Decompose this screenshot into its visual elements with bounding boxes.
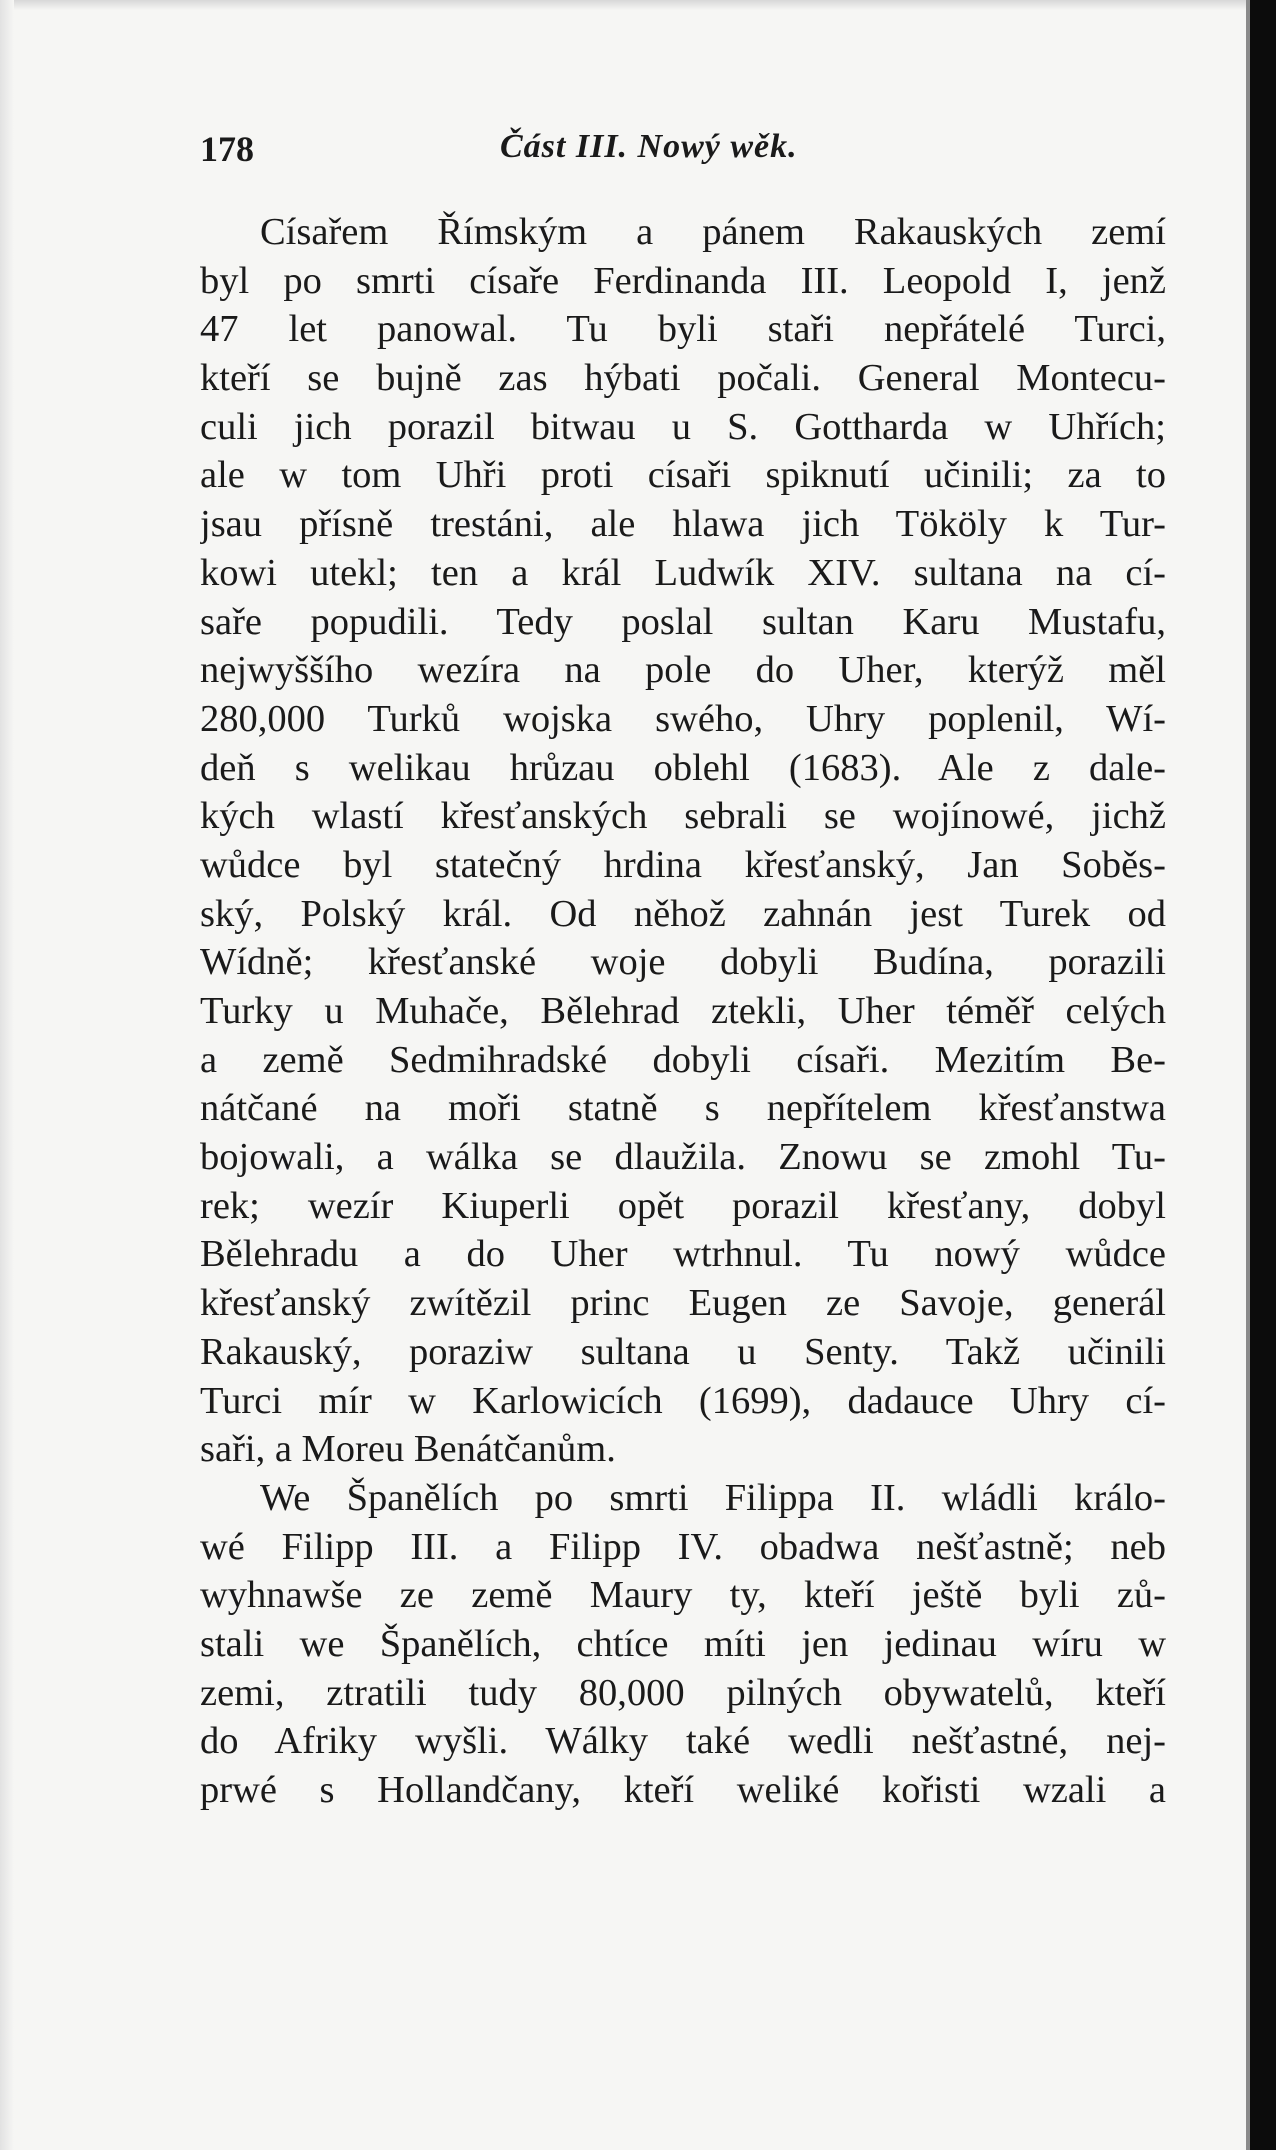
text-line: Císařem Římským a pánem Rakauských zemí	[260, 211, 1166, 253]
text-line: 280,000 Turků wojska swého, Uhry poplenil, Wí-	[200, 697, 1166, 740]
text-line: zemi, ztratili tudy 80,000 pilných obywatelů, kteří	[200, 1671, 1166, 1714]
text-line: stali we Španělích, chtíce míti jen jedinau wíru w	[200, 1622, 1166, 1665]
text-line: Turky u Muhače, Bělehrad ztekli, Uher téměř celých	[200, 990, 1166, 1032]
text-line: jsau přísně trestáni, ale hlawa jich Tököly k Tur-	[200, 503, 1166, 546]
text-line: byl po smrti císaře Ferdinanda III. Leopold I, jenž	[200, 259, 1166, 302]
text-line: Turci mír w Karlowicích (1699), dadauce Uhry cí-	[200, 1379, 1166, 1422]
page-number: 178	[200, 129, 254, 169]
text-line: nejwyššího wezíra na pole do Uher, kterýž měl	[200, 649, 1166, 692]
text-line: wé Filipp III. a Filipp IV. obadwa nešťastně; neb	[200, 1525, 1166, 1568]
text-line: culi jich porazil bitwau u S. Gottharda w Uhřích;	[200, 405, 1166, 448]
text-line: Wídně; křesťanské woje dobyli Budína, porazili	[200, 941, 1166, 984]
page-header	[200, 128, 1160, 178]
text-line: Rakauský, poraziw sultana u Senty. Takž učinili	[200, 1330, 1166, 1373]
text-line: a země Sedmihradské dobyli císaři. Mezitím Be-	[200, 1038, 1166, 1081]
text-line: křesťanský zwítězil princ Eugen ze Savoje, generál	[200, 1282, 1166, 1325]
running-head: Část III. Nowý wěk.	[500, 128, 798, 165]
text-line: Bělehradu a do Uher wtrhnul. Tu nowý wůdce	[200, 1233, 1166, 1276]
text-line: prwé s Hollandčany, kteří weliké kořisti wzali a	[200, 1769, 1166, 1811]
body-text	[200, 208, 1166, 1815]
text-line: kých wlastí křesťanských sebrali se wojínowé, jichž	[200, 795, 1166, 838]
text-line: We Španělích po smrti Filippa II. wládli králo-	[260, 1476, 1166, 1519]
scan-right-edge	[1250, 0, 1276, 2150]
text-line: wůdce byl statečný hrdina křesťanský, Jan Soběs-	[200, 843, 1166, 886]
text-line: 47 let panowal. Tu byli staři nepřátelé Turci,	[200, 308, 1166, 351]
text-line: saře popudili. Tedy poslal sultan Karu Mustafu,	[200, 600, 1166, 643]
text-line: ský, Polský král. Od něhož zahnán jest Turek od	[200, 892, 1166, 935]
text-line: nátčané na moři statně s nepřítelem křesťanstwa	[200, 1087, 1166, 1130]
text-line: saři, a Moreu Benátčanům.	[200, 1428, 616, 1471]
text-line: bojowali, a wálka se dlaužila. Znowu se zmohl Tu-	[200, 1136, 1166, 1179]
text-line: kowi utekl; ten a král Ludwík XIV. sultana na cí-	[200, 551, 1166, 594]
text-line: kteří se bujně zas hýbati počali. General Montecu-	[200, 357, 1166, 400]
text-line: ale w tom Uhři proti císaři spiknutí učinili; za to	[200, 454, 1166, 497]
text-line: rek; wezír Kiuperli opět porazil křesťany, dobyl	[200, 1184, 1166, 1227]
text-line: wyhnawše ze země Maury ty, kteří ještě byli zů-	[200, 1574, 1166, 1617]
text-line: deň s welikau hrůzau oblehl (1683). Ale z dale-	[200, 746, 1166, 789]
scan-left-edge	[0, 0, 14, 2150]
text-line: do Afriky wyšli. Wálky také wedli nešťastné, nej-	[200, 1720, 1166, 1763]
scan-top-edge	[0, 0, 1276, 10]
